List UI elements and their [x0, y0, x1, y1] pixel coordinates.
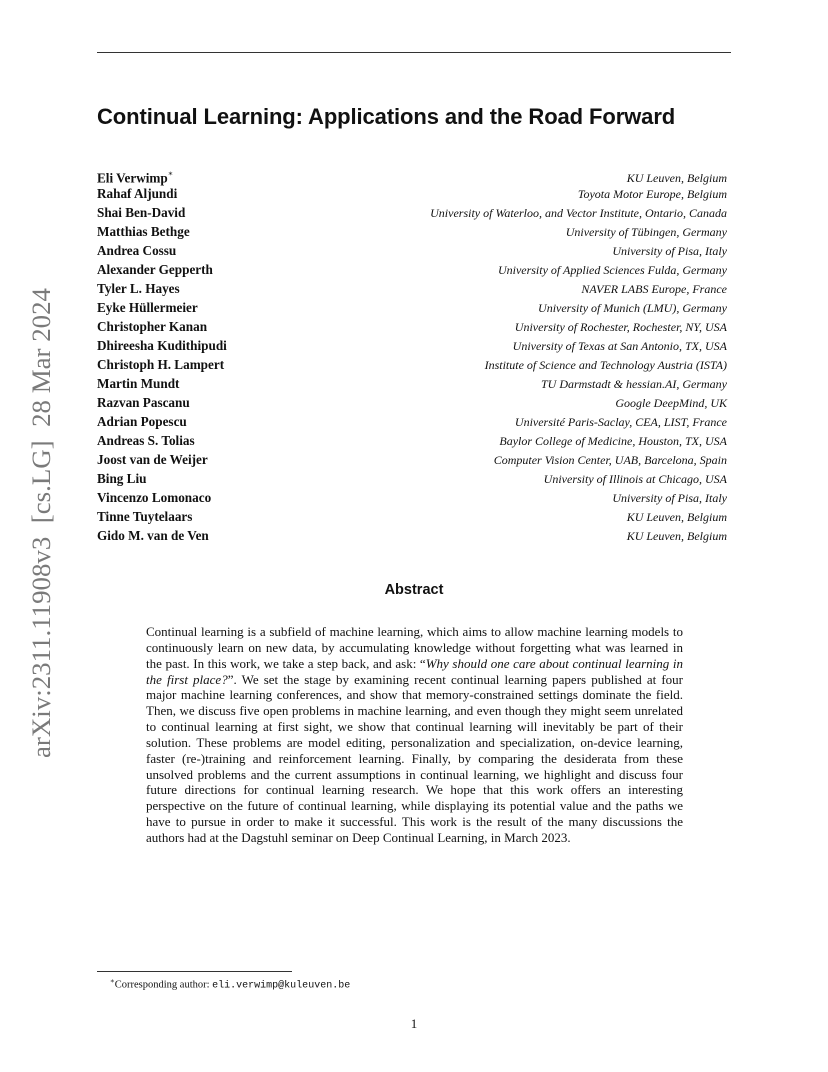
author-affiliation: University of Rochester, Rochester, NY, USA [514, 320, 727, 334]
author-name-text: Matthias Bethge [97, 224, 190, 239]
author-affiliation: University of Texas at San Antonio, TX, USA [512, 339, 727, 353]
author-affiliation: Toyota Motor Europe, Belgium [577, 187, 727, 201]
author-name-text: Andrea Cossu [97, 243, 177, 258]
author-name [97, 184, 177, 203]
author-affiliation: Université Paris-Saclay, CEA, LIST, France [514, 415, 727, 429]
author-row [97, 374, 727, 393]
author-row [97, 507, 727, 526]
author-name-text: Gido M. van de Ven [97, 528, 209, 543]
author-name [97, 393, 190, 412]
author-name-text: Dhireesha Kudithipudi [97, 338, 227, 353]
author-name-text: Eli Verwimp [97, 170, 168, 186]
author-affiliation: University of Illinois at Chicago, USA [543, 472, 727, 486]
author-name-text: Eyke Hüllermeier [97, 300, 198, 315]
author-row [97, 222, 727, 241]
footnote-rule [97, 971, 292, 972]
author-name-text: Tinne Tuytelaars [97, 509, 193, 524]
author-affiliation: Institute of Science and Technology Austria (ISTA) [484, 358, 727, 372]
author-row [97, 260, 727, 279]
author-affiliation: Computer Vision Center, UAB, Barcelona, Spain [493, 453, 727, 467]
abstract-text [146, 624, 683, 846]
author-footnote-mark: ∗ [167, 169, 174, 178]
author-affiliation: University of Pisa, Italy [612, 491, 727, 505]
author-row [97, 317, 727, 336]
abstract-heading: Abstract [384, 582, 444, 598]
paper-title: Continual Learning: Applications and the Road Forward [97, 104, 676, 129]
author-name [97, 469, 146, 488]
author-name-text: Christoph H. Lampert [97, 357, 225, 372]
author-name-text: Shai Ben-David [97, 205, 186, 220]
author-name-text: Andreas S. Tolias [97, 433, 195, 448]
author-affiliation: NAVER LABS Europe, France [581, 282, 727, 296]
author-name [97, 203, 185, 222]
author-name-text: Bing Liu [97, 471, 147, 486]
author-name [97, 431, 195, 450]
author-name [97, 488, 211, 507]
author-affiliation: University of Tübingen, Germany [565, 225, 727, 239]
author-row [97, 165, 727, 184]
author-row [97, 336, 727, 355]
author-name [97, 355, 224, 374]
arxiv-stamp [6, 288, 70, 758]
author-name [97, 298, 198, 317]
author-row [97, 393, 727, 412]
top-rule [97, 52, 731, 53]
author-name-text: Adrian Popescu [97, 414, 187, 429]
author-affiliation: University of Applied Sciences Fulda, Germany [497, 263, 727, 277]
page-number: 1 [410, 1016, 418, 1031]
abstract-emphasis: Why should one care about continual learning in the first place? [146, 655, 683, 687]
author-affiliation: KU Leuven, Belgium [626, 510, 727, 524]
author-name [97, 279, 180, 298]
author-list [97, 165, 727, 545]
author-name-text: Razvan Pascanu [97, 395, 190, 410]
author-name [97, 450, 208, 469]
author-name [97, 526, 209, 545]
abstract-text-part: Continual learning is a subfield of machine learning, which aims to allow machine learning models to continuously learn on new data, by accumulating knowledge without forgetting what was learned in the past. In this work, we take a step back, and ask: “ [146, 624, 683, 671]
footnote [110, 977, 350, 992]
footnote-label: Corresponding author: [114, 979, 213, 991]
author-name [97, 507, 192, 526]
author-affiliation: University of Pisa, Italy [612, 244, 727, 258]
author-row [97, 298, 727, 317]
author-row [97, 450, 727, 469]
author-row [97, 184, 727, 203]
author-row [97, 241, 727, 260]
author-affiliation: KU Leuven, Belgium [626, 529, 727, 543]
author-row [97, 412, 727, 431]
author-name [97, 222, 190, 241]
author-affiliation: University of Munich (LMU), Germany [538, 301, 727, 315]
author-row [97, 203, 727, 222]
author-name-text: Alexander Gepperth [97, 262, 213, 277]
author-name-text: Christopher Kanan [97, 319, 208, 334]
corresponding-email[interactable]: eli.verwimp@kuleuven.be [212, 980, 351, 992]
author-affiliation: KU Leuven, Belgium [626, 171, 727, 186]
author-affiliation: Google DeepMind, UK [615, 396, 727, 410]
author-affiliation: University of Waterloo, and Vector Institute, Ontario, Canada [430, 206, 727, 220]
author-affiliation: Baylor College of Medicine, Houston, TX, USA [499, 434, 727, 448]
author-name-text: Vincenzo Lomonaco [97, 490, 212, 505]
author-name [97, 336, 227, 355]
author-row [97, 279, 727, 298]
author-row [97, 469, 727, 488]
author-name [97, 241, 176, 260]
author-name [97, 412, 187, 431]
author-row [97, 355, 727, 374]
author-name-text: Tyler L. Hayes [97, 281, 180, 296]
abstract-text-part: ”. We set the stage by examining recent continual learning papers published at four major machine learning conferences, and show that memory-constrained settings dominate the field. Then, we discuss five open problems in machine learning, and even though they might seem unrelated to continual learning at first sight, we show that continual learning will inevitably be part of their solution. These problems are model editing, personalization and specialization, on-device learning, faster (re-)training and reinforcement learning. Finally, by comparing the desiderata from these unsolved problems and the current assumptions in continual learning, we highlight and discuss four future directions for continual learning research. We hope that this work offers an interesting perspective on the future of continual learning, while displaying its potential value and the paths we have to pursue in order to make it successful. This work is the result of the many discussions the authors had at the Dagstuhl seminar on Deep Continual Learning, in March 2023. [146, 671, 683, 845]
author-affiliation: TU Darmstadt & hessian.AI, Germany [541, 377, 727, 391]
author-row [97, 431, 727, 450]
footnote-mark: ∗ [110, 977, 115, 985]
author-name-text: Martin Mundt [97, 376, 180, 391]
author-row [97, 488, 727, 507]
author-name [97, 317, 207, 336]
author-name [97, 260, 213, 279]
arxiv-stamp-text: arXiv:2311.11908v3 [cs.LG] 28 Mar 2024 [27, 303, 56, 758]
author-name-text: Rahaf Aljundi [97, 186, 178, 201]
author-row [97, 526, 727, 545]
author-name [97, 374, 179, 393]
author-name-text: Joost van de Weijer [97, 452, 208, 467]
